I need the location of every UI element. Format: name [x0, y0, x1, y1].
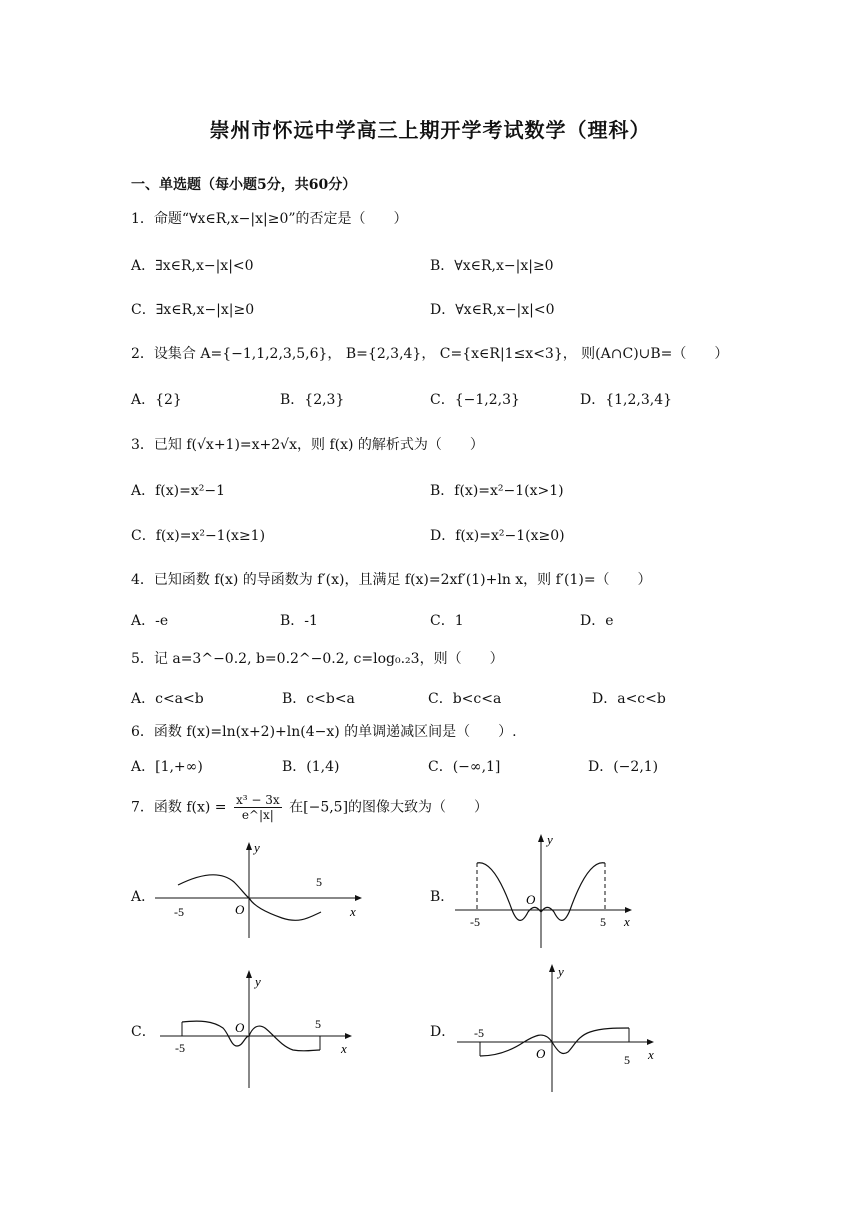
q4-stem: 4．已知函数 f(x) 的导函数为 f′(x)，且满足 f(x)=2xf′(1)+ln x，则 f′(1)=（ ） — [131, 572, 652, 588]
graph-b-x-label: x — [624, 914, 630, 929]
graph-d-neg5-label: -5 — [474, 1026, 484, 1040]
q2-option-d: D．{1,2,3,4} — [580, 392, 673, 408]
graph-c-y-label: y — [255, 974, 261, 989]
graph-c-neg5-label: -5 — [175, 1041, 185, 1055]
q6-stem: 6．函数 f(x)=ln(x+2)+ln(4−x) 的单调递减区间是（ ）. — [131, 724, 517, 740]
q7-stem — [131, 793, 488, 822]
q5-option-c: C．b<c<a — [428, 691, 502, 707]
q3-stem: 3．已知 f(√x+1)=x+2√x，则 f(x) 的解析式为（ ） — [131, 437, 484, 453]
q7-stem-suffix: 在[−5,5]的图像大致为（ ） — [289, 799, 489, 816]
q5-option-d: D．a<c<b — [592, 691, 666, 707]
q4-option-b: B．-1 — [280, 613, 318, 629]
graph-c-x-label: x — [341, 1041, 347, 1056]
q7-fraction-numerator: x³ − 3x — [236, 793, 280, 807]
q4-option-c: C．1 — [430, 613, 464, 629]
q1-stem: 1．命题“∀x∈R,x−|x|≥0”的否定是（ ） — [131, 211, 408, 227]
q2-option-b: B．{2,3} — [280, 392, 345, 408]
q6-option-a: A．[1,+∞) — [131, 759, 203, 775]
graph-d-origin-label: O — [536, 1046, 546, 1061]
graph-a-x-label: x — [350, 904, 356, 919]
q1-option-b: B．∀x∈R,x−|x|≥0 — [430, 258, 554, 274]
q3-option-a: A．f(x)=x²−1 — [131, 483, 225, 499]
q2-stem: 2．设集合 A={−1,1,2,3,5,6}， B={2,3,4}， C={x∈R|1≤x<3}， 则(A∩C)∪B=（ ） — [131, 346, 729, 362]
graph-d-y-arrow — [549, 964, 555, 972]
q6-option-b: B．(1,4) — [282, 759, 340, 775]
graph-a-y-arrow — [246, 842, 252, 850]
q3-option-c: C．f(x)=x²−1(x≥1) — [131, 528, 266, 544]
graph-b — [450, 830, 640, 950]
q7-stem-prefix: 7．函数 f(x) = — [131, 799, 227, 816]
graph-b-y-arrow — [538, 834, 544, 842]
graph-d-x-label: x — [648, 1047, 654, 1062]
q6-option-c: C．(−∞,1] — [428, 759, 501, 775]
graph-d — [452, 960, 667, 1095]
graph-a-origin-label: O — [235, 902, 245, 917]
q7-option-c: C． — [131, 1024, 156, 1040]
q3-option-d: D．f(x)=x²−1(x≥0) — [430, 528, 565, 544]
graph-b-pos5-label: 5 — [600, 915, 606, 929]
graph-a-x-arrow — [355, 895, 362, 901]
q7-option-b: B． — [430, 889, 455, 905]
q2-option-c: C．{−1,2,3} — [430, 392, 520, 408]
graph-d-y-label: y — [558, 964, 564, 979]
q1-option-d: D．∀x∈R,x−|x|<0 — [430, 302, 555, 318]
graph-c-pos5-label: 5 — [315, 1017, 321, 1031]
graph-a-neg5-label: -5 — [174, 905, 184, 919]
q1-option-a: A．∃x∈R,x−|x|<0 — [131, 258, 254, 274]
graph-b-y-label: y — [547, 832, 553, 847]
graph-a-pos5-label: 5 — [316, 875, 322, 889]
q1-option-c: C．∃x∈R,x−|x|≥0 — [131, 302, 255, 318]
section-heading: 一、单选题（每小题5分，共60分） — [131, 177, 357, 193]
graph-c-x-arrow — [345, 1033, 352, 1039]
graph-b-neg5-label: -5 — [470, 915, 480, 929]
exam-title: 崇州市怀远中学高三上期开学考试数学（理科） — [209, 118, 651, 142]
graph-b-x-arrow — [625, 907, 632, 913]
graph-d-pos5-label: 5 — [624, 1053, 630, 1067]
q5-stem: 5．记 a=3^−0.2, b=0.2^−0.2, c=log₀.₂3，则（ ） — [131, 651, 504, 667]
graph-d-x-arrow — [647, 1039, 654, 1045]
graph-b-origin-label: O — [526, 892, 536, 907]
q5-option-a: A．c<a<b — [131, 691, 204, 707]
q4-option-a: A．-e — [131, 613, 169, 629]
q7-fraction — [234, 793, 282, 822]
q6-option-d: D．(−2,1) — [588, 759, 659, 775]
q3-option-b: B．f(x)=x²−1(x>1) — [430, 483, 564, 499]
graph-c-y-arrow — [246, 970, 252, 978]
graph-c — [155, 966, 360, 1091]
q5-option-b: B．c<b<a — [282, 691, 355, 707]
graph-c-origin-label: O — [235, 1020, 245, 1035]
q2-option-a: A．{2} — [131, 392, 182, 408]
graph-a — [150, 838, 370, 943]
q7-option-a: A． — [131, 889, 156, 905]
q7-fraction-denominator: e^|x| — [241, 808, 274, 822]
graph-a-y-label: y — [254, 840, 260, 855]
q4-option-d: D．e — [580, 613, 614, 629]
q7-option-d: D． — [430, 1024, 456, 1040]
